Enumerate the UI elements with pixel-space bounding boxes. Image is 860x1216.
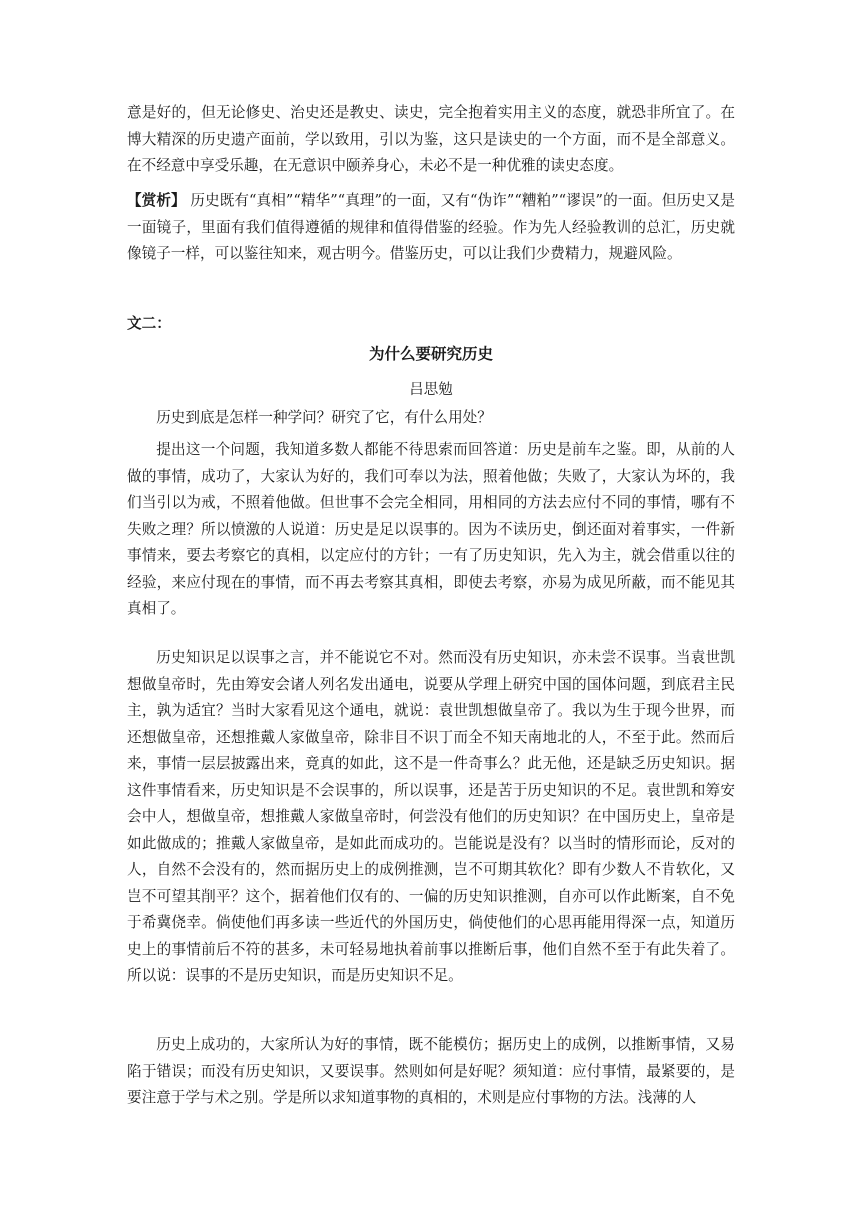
paragraph-question: 历史到底是怎样一种学问？研究了它，有什么用处？: [156, 409, 492, 426]
appreciation-text: 历史既有“真相”“精华”“真理”的一面，又有“伪诈”“糟粕”“谬误”的一面。但历史又是一面镜子，里面有我们值得遵循的规律和值得借鉴的经验。作为先人经验教训的总汇，历史就像镜子一样，可以鉴往知来，观古明今。借鉴历史，可以让我们少费精力，规避风险。: [127, 192, 735, 262]
article-title: 为什么要研究历史: [368, 345, 493, 363]
appreciation-label: 【赏析】: [127, 192, 186, 209]
paragraph-yuan-shikai: 历史知识足以误事之言，并不能说它不对。然而没有历史知识，亦未尝不误事。当袁世凯想做皇帝时，先由筹安会诸人列名发出通电，说要从学理上研究中国的国体问题，到底君主民主，孰为适宜？当时大家看见这个通电，就说：袁世凯想做皇帝了。我以为生于现今世界，而还想做皇帝，还想推戴人家做皇帝，除非目不识丁而全不知天南地北的人，不至于此。然而后来，事情一层层披露出来，竟真的如此，这不是一件奇事么？此无他，还是缺乏历史知识。据这件事情看来，历史知识是不会误事的，所以误事，还是苦于历史知识的不足。袁世凯和筹安会中人，想做皇帝，想推戴人家做皇帝时，何尝没有他们的历史知识？在中国历史上，皇帝是如此做成的；推戴人家做皇帝，是如此而成功的。岂能说是没有？以当时的情形而论，反对的人，自然不会没有的，然而据历史上的成例推测，岂不可期其软化？即有少数人不肯软化，又岂不可望其削平？这个，据着他们仅有的、一偏的历史知识推测，自亦可以作此断案，自不免于希冀侥幸。倘使他们再多读一些近代的外国历史，倘使他们的心思再能用得深一点，知道历史上的事情前后不符的甚多，未可轻易地执着前事以推断后事，他们自然不至于有此失着了。所以说：误事的不是历史知识，而是历史知识不足。: [127, 649, 735, 984]
appreciation-paragraph: [127, 188, 735, 268]
paragraph-answer: 提出这一个问题，我知道多数人都能不待思索而回答道：历史是前车之鉴。即，从前的人做的事情，成功了，大家认为好的，我们可奉以为法，照着他做；失败了，大家认为坏的，我们当引以为戒，不照着他做。但世事不会完全相同，用相同的方法去应付不同的事情，哪有不失败之理？所以愤激的人说道：历史是足以误事的。因为不读历史，倒还面对着事实，一件新事情来，要去考察它的真相，以定应付的方针；一有了历史知识，先入为主，就会借重以往的经验，来应付现在的事情，而不再去考察其真相，即使去考察，亦易为成见所蔽，而不能见其真相了。: [127, 441, 735, 617]
paragraph-learning-vs-method: 历史上成功的，大家所认为好的事情，既不能模仿；据历史上的成例，以推断事情，又易陷于错误；而没有历史知识，又要误事。然则如何是好呢？须知道：应付事情，最紧要的，是要注意于学与术之别。学是所以求知道事物的真相的，术则是应付事物的方法。浅薄的人: [127, 1036, 735, 1106]
article-author: 吕思勉: [409, 382, 453, 398]
paragraph-intro: 意是好的，但无论修史、治史还是教史、读史，完全抱着实用主义的态度，就恐非所宜了。在博大精深的历史遗产面前，学以致用，引以为鉴，这只是读史的一个方面，而不是全部意义。在不经意中享受乐趣，在无意识中颐养身心，未必不是一种优雅的读史态度。: [127, 104, 735, 174]
section-heading-wen-er: 文二：: [127, 315, 171, 332]
